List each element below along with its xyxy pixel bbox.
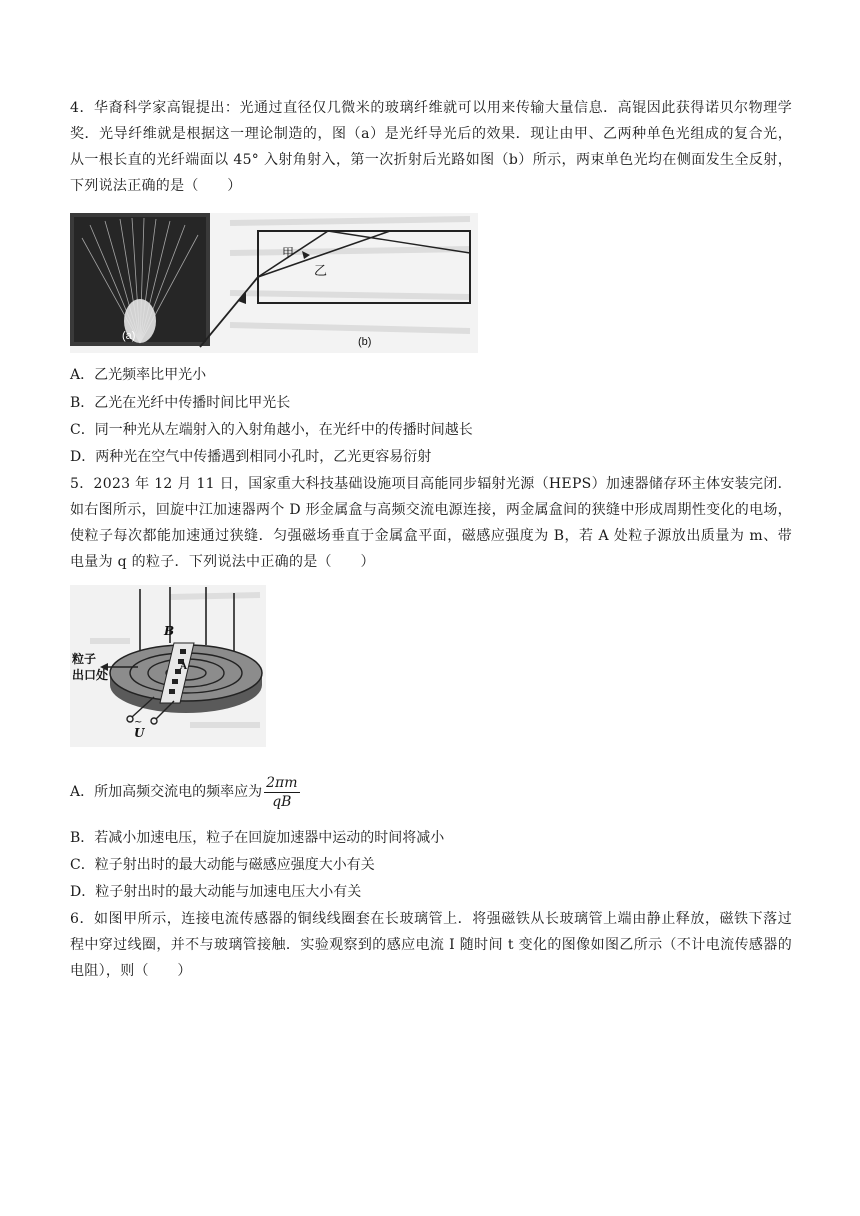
q4-option-d: D．两种光在空气中传播遇到相同小孔时，乙光更容易衍射 bbox=[70, 449, 432, 465]
q5-option-a-text: A．所加高频交流电的频率应为 bbox=[70, 784, 263, 800]
ray-jia-label: 甲 bbox=[282, 246, 295, 260]
q5-option-b: B．若减小加速电压，粒子在回旋加速器中运动的时间将减小 bbox=[70, 830, 445, 846]
fraction-numerator: 2πm bbox=[266, 774, 298, 791]
particle-label: 粒子 bbox=[72, 652, 97, 666]
ac-tilde: ~ bbox=[134, 717, 143, 728]
q5-option-d: D．粒子射出时的最大动能与加速电压大小有关 bbox=[70, 884, 362, 900]
optical-fiber-photo bbox=[70, 213, 210, 346]
exit-label: 出口处 bbox=[72, 668, 109, 682]
source-label-A: A bbox=[180, 662, 187, 672]
figure-b-label: (b) bbox=[358, 336, 372, 348]
q5-figure bbox=[70, 585, 266, 747]
question-6-stem: 6．如图甲所示，连接电流传感器的铜线线圈套在长玻璃管上．将强磁铁从长玻璃管上端由静止释放，磁铁下落过程中穿过线圈，并不与玻璃管接触．实验观察到的感应电流 I 随时间 t 变化的图像如图乙所示（不计电流传感器的电阻），则（ ） bbox=[70, 911, 792, 979]
question-5-stem: 5．2023 年 12 月 11 日，国家重大科技基础设施项目高能同步辐射光源（HEPS）加速器储存环主体安装完闭．如右图所示，回旋中江加速器两个 D 形金属盒与高频交流电源连接，两金属盒间的狭缝中形成周期性变化的电场，使粒子每次都能加速通过狭缝．匀强磁场垂直于金属盒平面，磁感应强度为 B，若 A 处粒子源放出质量为 m、带电量为 q 的粒子．下列说法中正确的是（ ） bbox=[70, 476, 792, 570]
figure-a-label: (a) bbox=[122, 330, 136, 342]
voltage-label: U bbox=[134, 726, 145, 740]
q5-option-a bbox=[70, 772, 792, 812]
q4-figure bbox=[70, 213, 478, 353]
q4-option-c: C．同一种光从左端射入的入射角越小，在光纤中的传播时间越长 bbox=[70, 422, 473, 438]
q5-option-c: C．粒子射出时的最大动能与磁感应强度大小有关 bbox=[70, 857, 375, 873]
question-4-stem: 4．华裔科学家高锟提出：光通过直径仅几微米的玻璃纤维就可以用来传输大量信息．高锟因此获得诺贝尔物理学奖．光导纤维就是根据这一理论制造的，图（a）是光纤导光后的效果．现让由甲、乙两种单色光组成的复合光，从一根长直的光纤端面以 45° 入射角射入，第一次折射后光路如图（b）所示，两束单色光均在侧面发生全反射，下列说法正确的是（ ） bbox=[70, 100, 792, 194]
ray-yi-label: 乙 bbox=[314, 264, 328, 279]
d-shaped-boxes bbox=[110, 643, 262, 713]
q4-option-a: A．乙光频率比甲光小 bbox=[70, 367, 207, 383]
field-label-B: B bbox=[164, 624, 175, 638]
frequency-fraction bbox=[264, 774, 299, 811]
fraction-denominator: qB bbox=[272, 793, 292, 810]
cyclotron-svg bbox=[70, 585, 266, 747]
q4-option-b: B．乙光在光纤中传播时间比甲光长 bbox=[70, 395, 291, 411]
q4-figure-svg bbox=[70, 213, 478, 353]
